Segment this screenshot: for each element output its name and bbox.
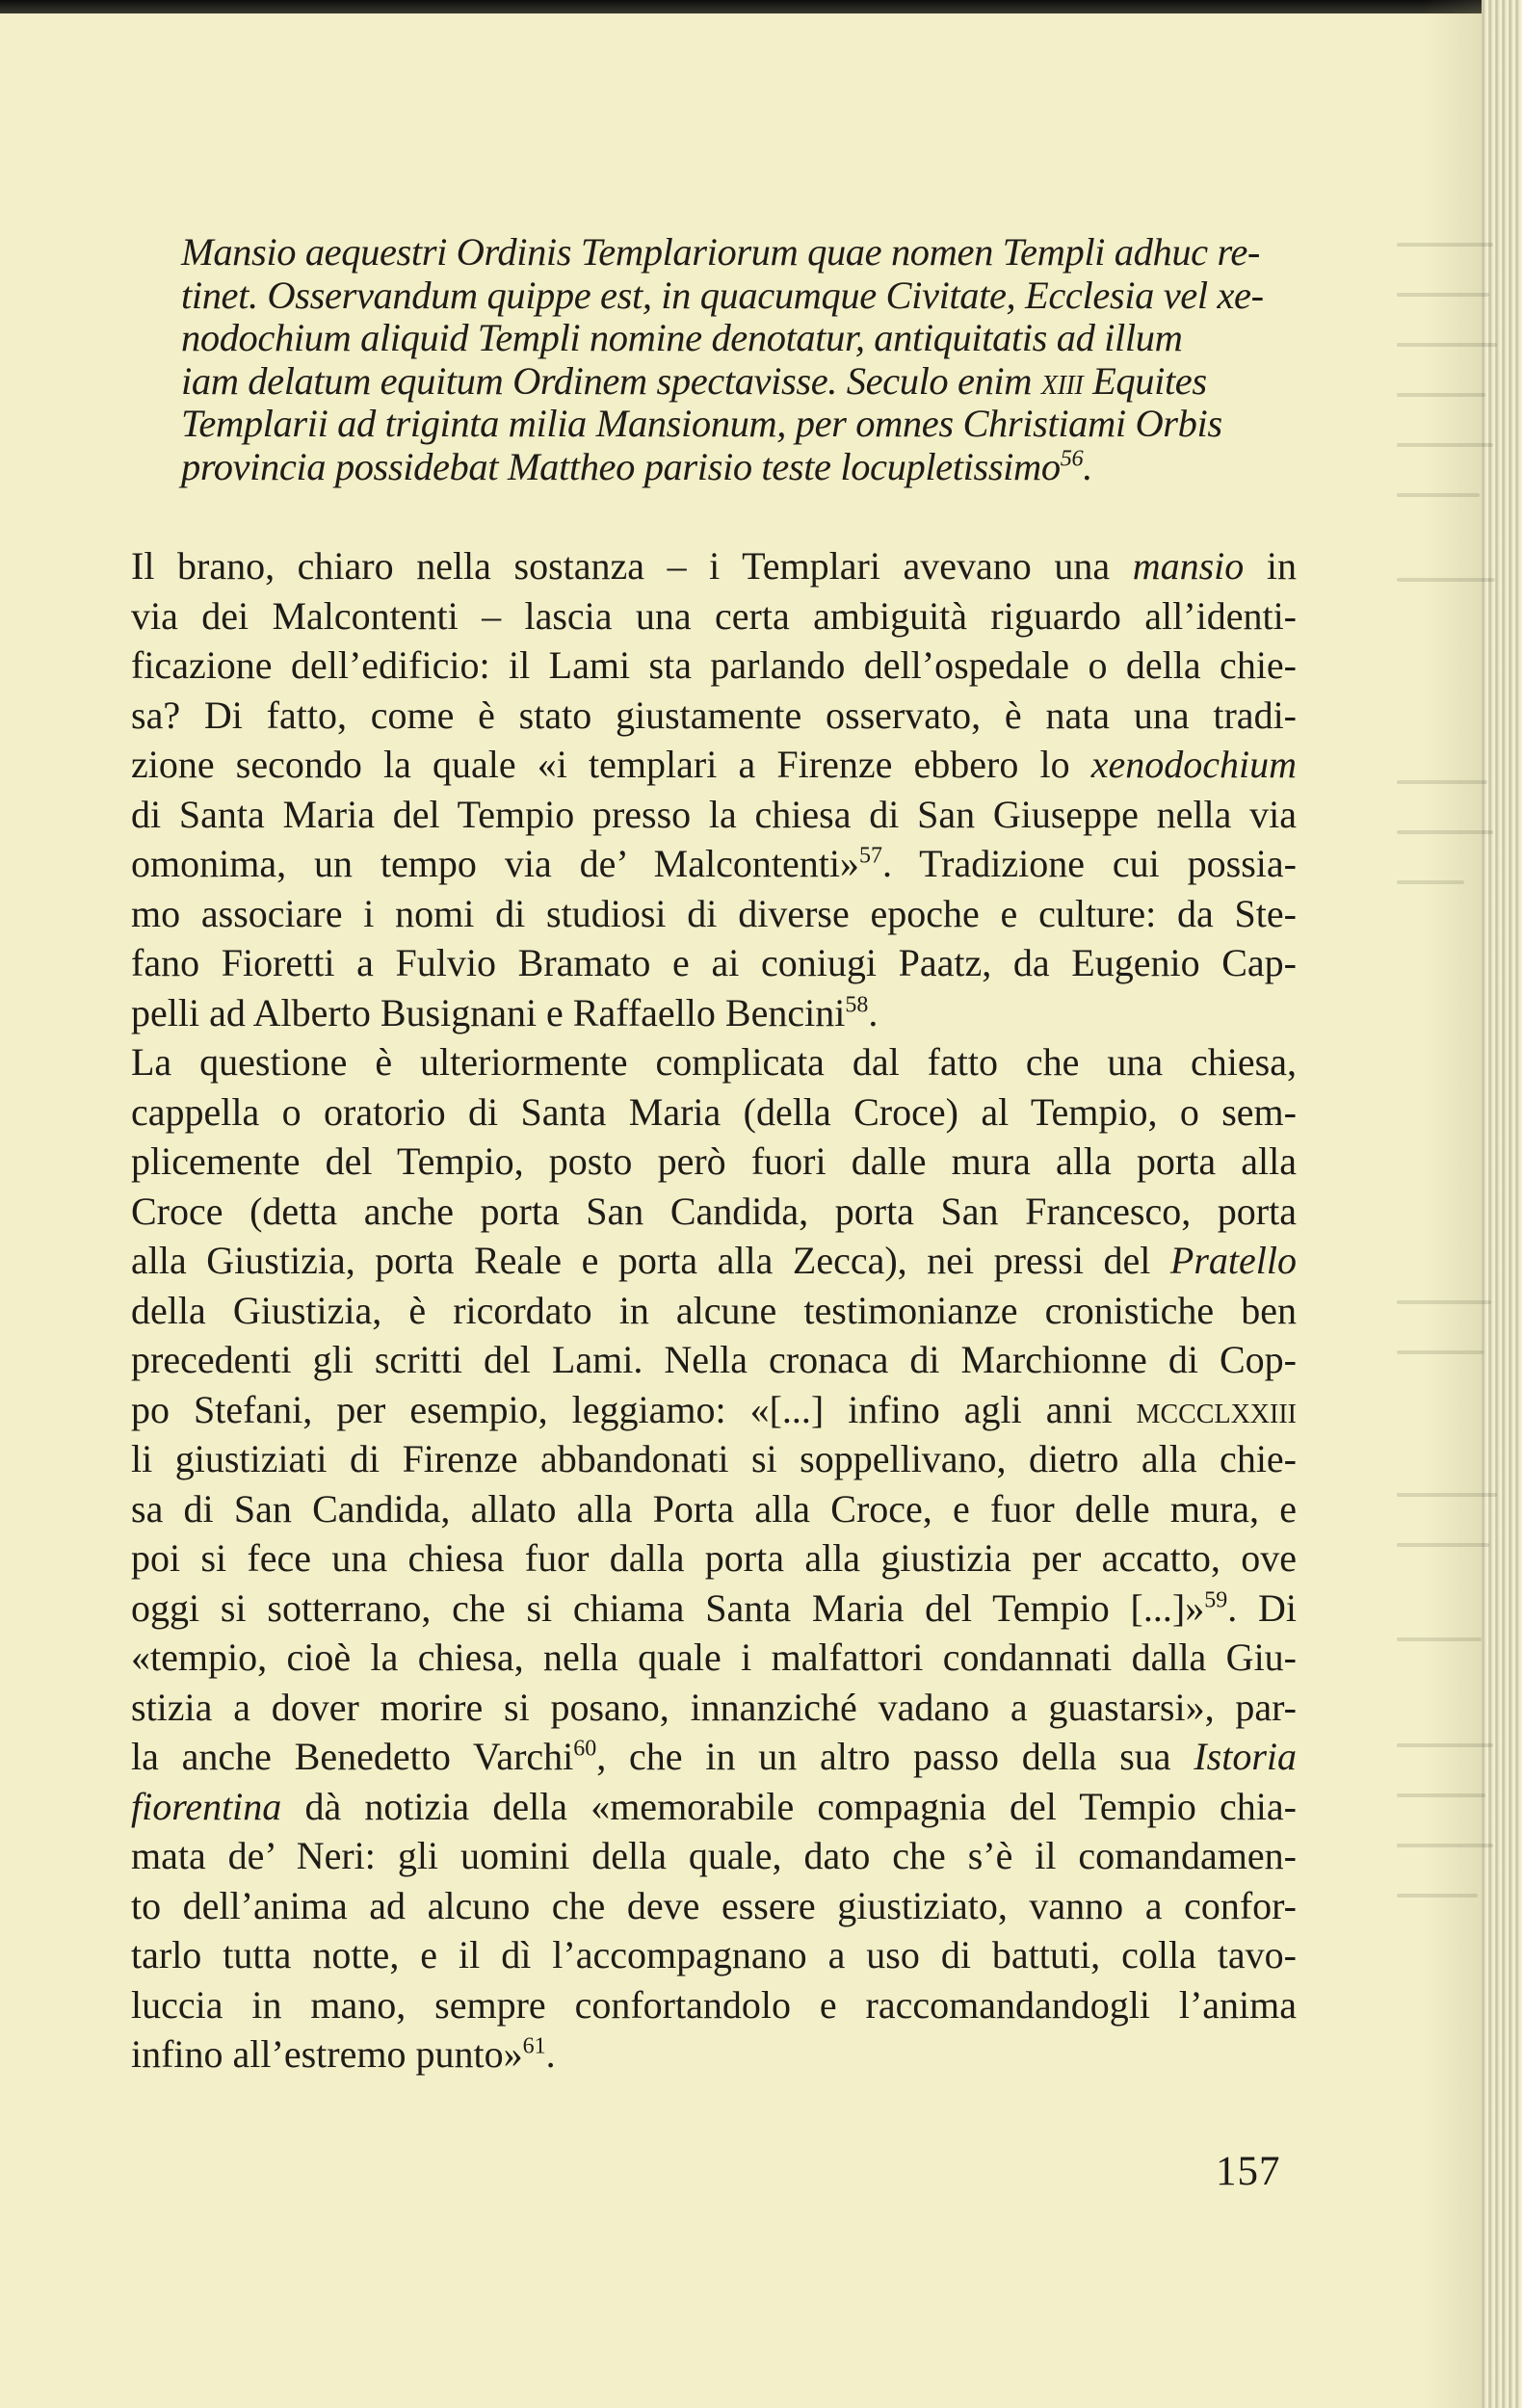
block-quote	[181, 231, 1287, 488]
quote-text: Equites	[1083, 358, 1207, 403]
quote-text: provincia possidebat Mattheo parisio teste locupletissimo	[181, 444, 1061, 488]
text: la anche Benedetto Varchi	[131, 1735, 574, 1778]
quote-line	[181, 360, 1287, 404]
body-line	[131, 839, 1297, 889]
body-line	[131, 2029, 1297, 2080]
body-line	[131, 988, 1297, 1038]
text: .	[868, 990, 879, 1034]
quote-line	[181, 446, 1287, 489]
text: oggi si sotterrano, che si chiama Santa Maria del Tempio [...]»	[131, 1585, 1205, 1630]
italic-title: fiorentina	[131, 1784, 282, 1828]
body-line: fano Fioretti a Fulvio Bramato e ai coniugi Paatz, da Eugenio Cap-	[131, 941, 1297, 984]
body-line: tarlo tutta notte, e il dì l’accompagnano a uso di battuti, colla tavo-	[131, 1933, 1297, 1976]
italic-term: Pratello	[1169, 1239, 1297, 1282]
footnote-ref-61: 61	[522, 2033, 546, 2059]
roman-numeral: xiii	[1040, 358, 1084, 403]
body-line: via dei Malcontenti – lascia una certa ambiguità riguardo all’identi-	[131, 593, 1297, 638]
text: pelli ad Alberto Busignani e Raffaello Bencini	[131, 990, 846, 1034]
text: infino all’estremo punto»	[131, 2032, 523, 2076]
body-line	[131, 1732, 1297, 1782]
body-line	[131, 1782, 1297, 1832]
text: Il brano, chiaro nella sostanza – i Templari avevano una	[131, 544, 1133, 588]
body-line: luccia in mano, sempre confortandolo e raccomandandogli l’anima	[131, 1982, 1297, 2027]
roman-numeral: mccclxxiii	[1136, 1387, 1297, 1431]
quote-text: iam delatum equitum Ordinem spectavisse. Seculo enim	[181, 358, 1041, 403]
italic-term: mansio	[1132, 544, 1245, 588]
show-through-text	[1397, 222, 1503, 2052]
body-line: di Santa Maria del Tempio presso la chiesa di San Giuseppe nella via	[131, 792, 1297, 836]
body-line: plicemente del Tempio, posto però fuori dalle mura alla porta alla	[131, 1139, 1297, 1183]
body-line: precedenti gli scritti del Lami. Nella cronaca di Marchionne di Cop-	[131, 1338, 1297, 1381]
text: zione secondo la quale «i templari a Firenze ebbero lo	[131, 743, 1091, 786]
body-line: sa? Di fatto, come è stato giustamente osservato, è nata una tradi-	[131, 693, 1297, 737]
body-line: to dell’anima ad alcuno che deve essere giustiziato, vanno a confor-	[131, 1883, 1297, 1927]
body-line: mata de’ Neri: gli uomini della quale, dato che s’è il comandamen-	[131, 1834, 1297, 1877]
body-line: della Giustizia, è ricordato in alcune testimonianze cronistiche ben	[131, 1288, 1297, 1332]
text: dà notizia della «memorabile compagnia del Tempio chia-	[281, 1784, 1297, 1828]
italic-term: xenodochium	[1090, 743, 1297, 786]
footnote-ref-58: 58	[845, 992, 869, 1018]
body-line: cappella o oratorio di Santa Maria (della Croce) al Tempio, o sem-	[131, 1089, 1297, 1134]
footnote-ref-60: 60	[573, 1736, 597, 1762]
text: . Di	[1227, 1585, 1298, 1630]
body-line: ficazione dell’edificio: il Lami sta parlando dell’ospedale o della chie-	[131, 643, 1297, 687]
body-line: stizia a dover morire si posano, innanziché vadano a guastarsi», par-	[131, 1685, 1297, 1729]
text: .	[545, 2032, 556, 2076]
top-shadow	[0, 0, 1522, 13]
body-line: sa di San Candida, allato alla Porta alla Croce, e fuor delle mura, e	[131, 1486, 1297, 1531]
page-number: 157	[1216, 2149, 1281, 2194]
body-line: li giustiziati di Firenze abbandonati si soppellivano, dietro alla chie-	[131, 1437, 1297, 1480]
text: . Tradizione cui possia-	[881, 842, 1297, 885]
body-line: Croce (detta anche porta San Candida, porta San Francesco, porta	[131, 1189, 1297, 1233]
body-line: mo associare i nomi di studiosi di diverse epoche e culture: da Ste-	[131, 891, 1297, 935]
quote-text: .	[1083, 444, 1092, 488]
text: omonima, un tempo via de’ Malcontenti»	[131, 842, 859, 885]
body-line: «tempio, cioè la chiesa, nella quale i malfattori condannati dalla Giu-	[131, 1636, 1297, 1679]
body-line	[131, 1236, 1297, 1286]
body-line: poi si fece una chiesa fuor dalla porta alla giustizia per accatto, ove	[131, 1536, 1297, 1580]
body-line	[131, 740, 1297, 790]
body-line	[131, 1584, 1297, 1634]
text: po Stefani, per esempio, leggiamo: «[...] infino agli anni	[131, 1387, 1137, 1431]
body-line	[131, 1385, 1297, 1435]
quote-line: Templarii ad triginta milia Mansionum, per omnes Christiami Orbis	[181, 402, 1222, 445]
footnote-ref-59: 59	[1204, 1587, 1228, 1613]
quote-line: tinet. Osservandum quippe est, in quacumque Civitate, Ecclesia vel xe-	[181, 273, 1264, 317]
italic-title: Istoria	[1194, 1735, 1297, 1778]
footnote-ref-56: 56	[1060, 445, 1084, 471]
quote-line: nodochium aliquid Templi nomine denotatur, antiquitatis ad illum	[181, 316, 1183, 359]
footnote-ref-57: 57	[858, 843, 882, 869]
body-line: La questione è ulteriormente complicata dal fatto che una chiesa,	[131, 1040, 1297, 1084]
quote-line: Mansio aequestri Ordinis Templariorum quae nomen Templi adhuc re-	[181, 230, 1260, 274]
body-text	[131, 541, 1297, 2080]
text: in	[1244, 544, 1297, 588]
text: , che in un altro passo della sua	[596, 1735, 1194, 1778]
text: alla Giustizia, porta Reale e porta alla Zecca), nei pressi del	[131, 1239, 1170, 1282]
body-line	[131, 541, 1297, 591]
